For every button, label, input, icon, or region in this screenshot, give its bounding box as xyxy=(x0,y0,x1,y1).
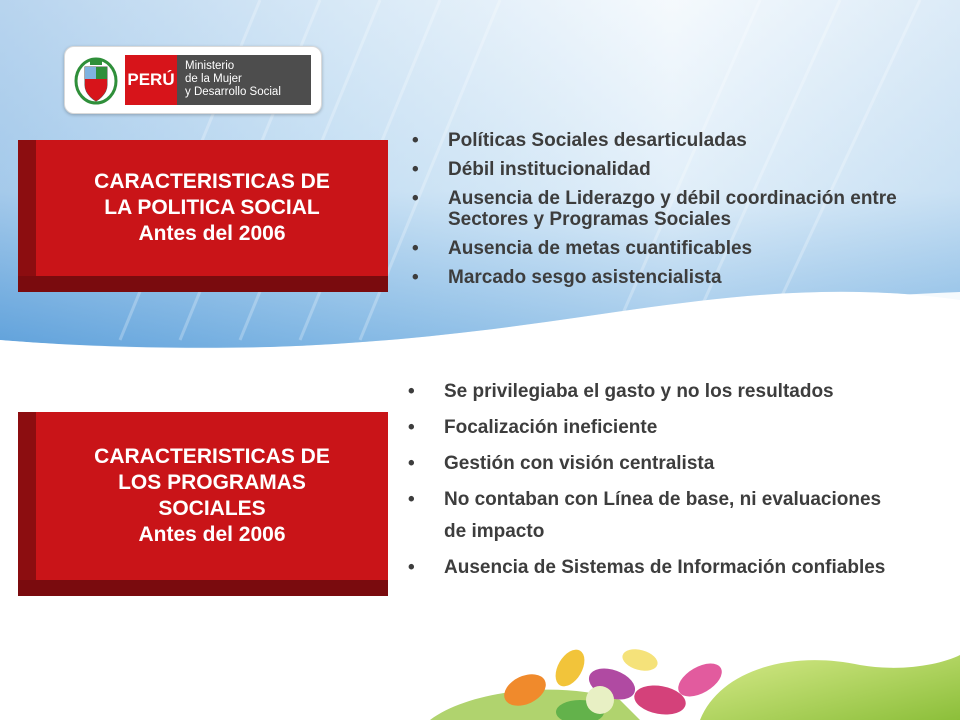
box-title-line: LA POLITICA SOCIAL xyxy=(104,196,320,219)
box-title-line: Antes del 2006 xyxy=(138,523,286,546)
bullet: • xyxy=(408,489,415,510)
list-item-text: No contaban con Línea de base, ni evaluaciones de impacto xyxy=(444,489,882,542)
policy-heading-box xyxy=(18,140,390,292)
bullet: • xyxy=(412,267,419,288)
box-bottom xyxy=(18,276,388,292)
bullet: • xyxy=(412,188,419,209)
list-item xyxy=(408,376,898,408)
list-item-text: Ausencia de Sistemas de Información confiables xyxy=(444,557,886,578)
programs-heading-box xyxy=(18,412,390,596)
logo-ministry-line: y Desarrollo Social xyxy=(185,86,281,98)
list-item-text: Políticas Sociales desarticuladas xyxy=(448,130,747,151)
box-title-line: CARACTERISTICAS DE xyxy=(94,170,330,193)
list-item xyxy=(412,238,932,259)
list-item-text: Focalización ineficiente xyxy=(444,417,658,438)
box-title-line: LOS PROGRAMAS xyxy=(118,471,306,494)
policy-characteristics-list xyxy=(412,130,932,288)
box-side xyxy=(18,412,36,580)
list-item xyxy=(412,130,932,151)
list-item-text: Gestión con visión centralista xyxy=(444,453,715,474)
list-item-text: Ausencia de Liderazgo y débil coordinación entre Sectores y Programas Sociales xyxy=(448,188,897,230)
box-bottom xyxy=(18,580,388,596)
list-item-text: Se privilegiaba el gasto y no los resultados xyxy=(444,381,834,402)
bullet: • xyxy=(408,381,415,402)
box-title-line: CARACTERISTICAS DE xyxy=(94,445,330,468)
list-item xyxy=(408,448,898,480)
box-title-line: Antes del 2006 xyxy=(138,222,286,245)
list-item xyxy=(412,267,932,288)
bullet: • xyxy=(408,557,415,578)
list-item xyxy=(412,159,932,180)
coat-of-arms-icon xyxy=(73,53,119,107)
ministry-logo xyxy=(64,46,322,114)
list-item-text: Marcado sesgo asistencialista xyxy=(448,267,722,288)
bullet: • xyxy=(412,159,419,180)
list-item-text: Ausencia de metas cuantificables xyxy=(448,238,753,259)
logo-country: PERÚ xyxy=(125,55,177,105)
box-front xyxy=(36,140,388,276)
logo-ministry-line: de la Mujer xyxy=(185,73,242,85)
list-item xyxy=(408,552,898,584)
logo-ministry-name xyxy=(177,55,311,105)
bullet: • xyxy=(412,130,419,151)
bullet: • xyxy=(412,238,419,259)
programs-characteristics-list xyxy=(408,376,898,584)
list-item-text: Débil institucionalidad xyxy=(448,159,651,180)
box-title-line: SOCIALES xyxy=(158,497,266,520)
logo-ministry-line: Ministerio xyxy=(185,60,235,72)
list-item xyxy=(412,188,932,230)
box-front xyxy=(36,412,388,580)
list-item xyxy=(408,484,898,548)
bullet: • xyxy=(408,417,415,438)
bullet: • xyxy=(408,453,415,474)
list-item xyxy=(408,412,898,444)
box-side xyxy=(18,140,36,276)
